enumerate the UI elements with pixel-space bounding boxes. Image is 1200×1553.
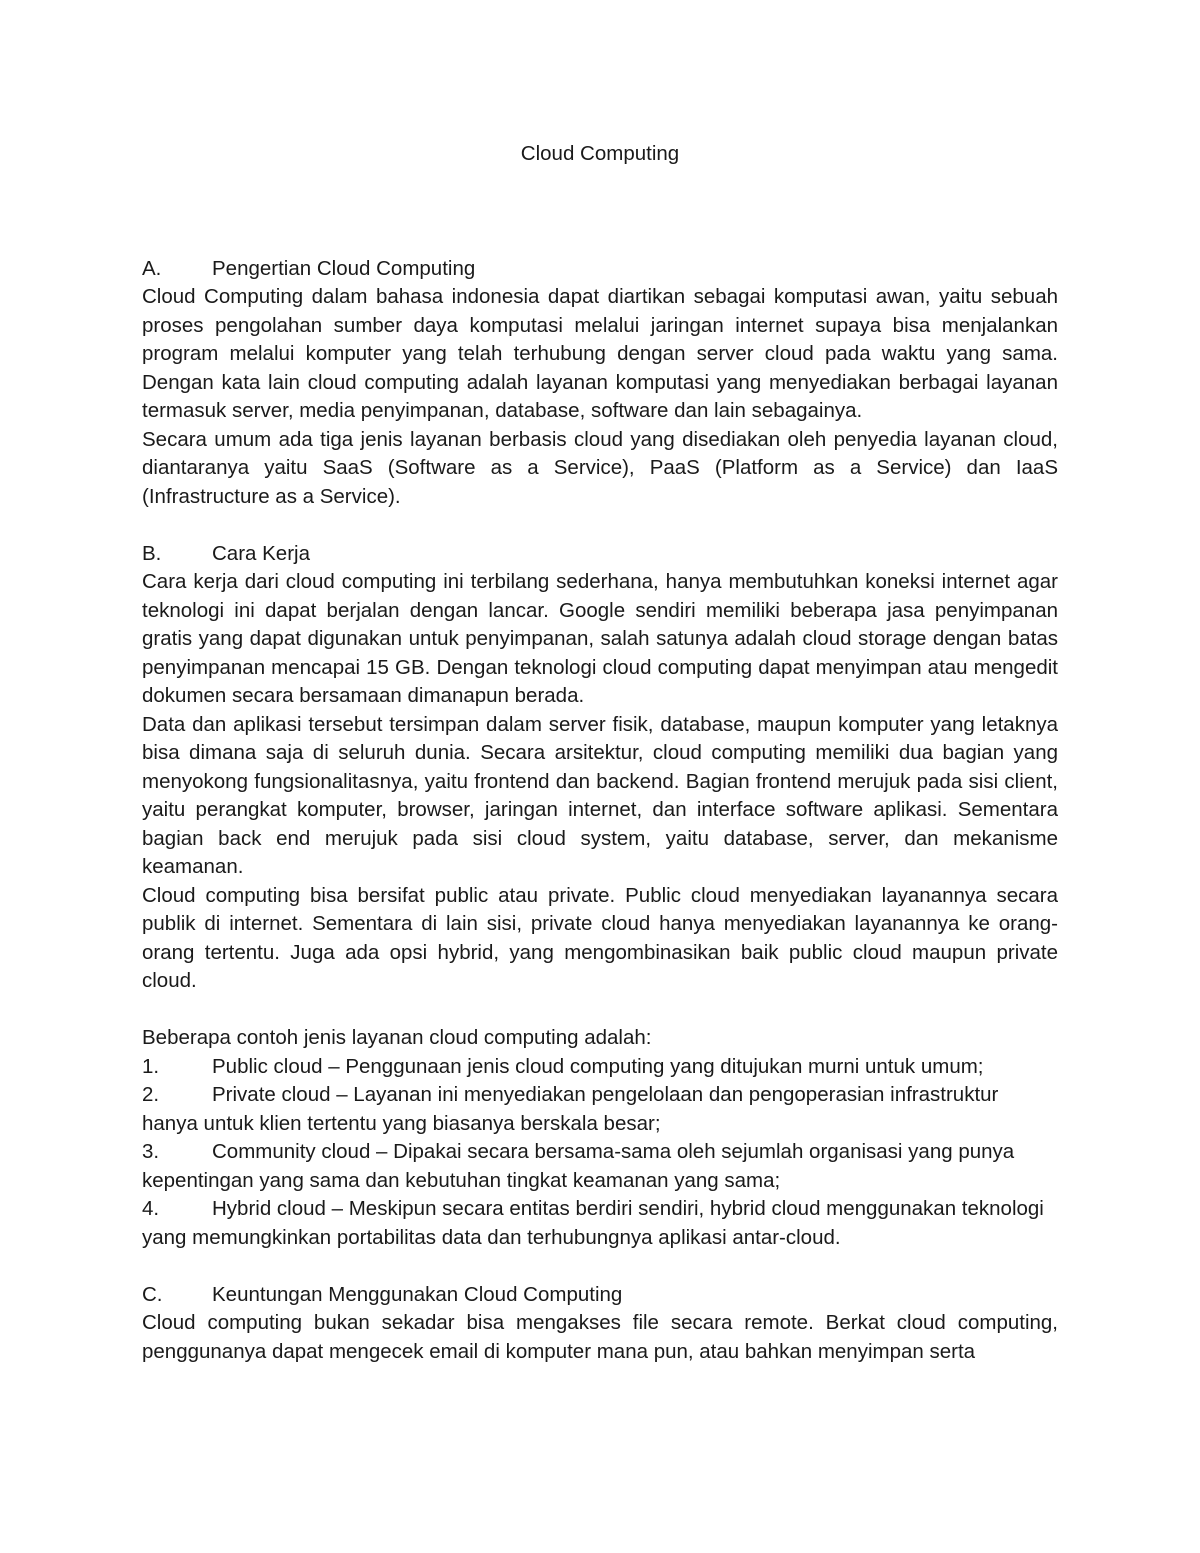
- spacer: [142, 996, 1058, 1025]
- spacer: [142, 1252, 1058, 1281]
- section-a-paragraph-2: Secara umum ada tiga jenis layanan berbasis cloud yang disediakan oleh penyedia layanan cloud, diantaranya yaitu SaaS (Software as a Service), PaaS (Platform as a Service) dan IaaS (Infrastructure as a Service).: [142, 427, 1058, 508]
- section-a-title: Pengertian Cloud Computing: [212, 256, 476, 280]
- list-item: [142, 1053, 1058, 1082]
- list-item-number: 4.: [142, 1197, 160, 1220]
- section-a-heading: [142, 255, 1058, 284]
- section-b-paragraph-2: Data dan aplikasi tersebut tersimpan dalam server fisik, database, maupun komputer yang letaknya bisa dimana saja di seluruh dunia. Secara arsitektur, cloud computing memiliki dua bagian yang menyokong fungsionalitasnya, yaitu frontend dan backend. Bagian frontend merujuk pada sisi client, yaitu perangkat komputer, browser, jaringan internet, dan interface software aplikasi. Sementara bagian back end merujuk pada sisi cloud system, yaitu database, server, dan mekanisme keamanan.: [142, 712, 1058, 878]
- section-b-heading: [142, 540, 1058, 569]
- section-b-title: Cara Kerja: [212, 541, 310, 565]
- list-item-number: 1.: [142, 1054, 160, 1078]
- list-item-text: Public cloud – Penggunaan jenis cloud computing yang ditujukan murni untuk umum;: [212, 1054, 984, 1078]
- list-item: [142, 1195, 1058, 1252]
- section-a-marker: A.: [142, 256, 162, 280]
- section-c-title: Keuntungan Menggunakan Cloud Computing: [212, 1282, 623, 1306]
- document-title: Cloud Computing: [520, 142, 680, 165]
- list-item-number: 2.: [142, 1083, 160, 1106]
- section-c-paragraph-1: Cloud computing bukan sekadar bisa mengakses file secara remote. Berkat cloud computing, penggunanya dapat mengecek email di komputer mana pun, atau bahkan menyimpan serta: [142, 1311, 1058, 1363]
- list-item-number: 3.: [142, 1140, 160, 1163]
- list-intro: Beberapa contoh jenis layanan cloud computing adalah:: [142, 1026, 652, 1049]
- section-a-paragraph-1: Cloud Computing dalam bahasa indonesia dapat diartikan sebagai komputasi awan, yaitu sebuah proses pengolahan sumber daya komputasi melalui jaringan internet supaya bisa menjalankan program melalui komputer yang telah terhubung dengan server cloud pada waktu yang sama. Dengan kata lain cloud computing adalah layanan komputasi yang menyediakan berbagai layanan termasuk server, media penyimpanan, database, software dan lain sebagainya.: [142, 285, 1058, 422]
- list-item-text: Community cloud – Dipakai secara bersama-sama oleh sejumlah organisasi yang punya kepentingan yang sama dan kebutuhan tingkat keamanan yang sama;: [142, 1140, 1015, 1192]
- list-item: [142, 1081, 1058, 1138]
- list-item: [142, 1138, 1058, 1195]
- section-b-paragraph-3: Cloud computing bisa bersifat public atau private. Public cloud menyediakan layanannya secara publik di internet. Sementara di lain sisi, private cloud hanya menyediakan layanannya ke orang-orang tertentu. Juga ada opsi hybrid, yang mengombinasikan baik public cloud maupun private cloud.: [142, 883, 1058, 992]
- list-item-text: Private cloud – Layanan ini menyediakan pengelolaan dan pengoperasian infrastruktur hanya untuk klien tertentu yang biasanya berskala besar;: [142, 1083, 999, 1135]
- section-b-paragraph-1: Cara kerja dari cloud computing ini terbilang sederhana, hanya membutuhkan koneksi internet agar teknologi ini dapat berjalan dengan lancar. Google sendiri memiliki beberapa jasa penyimpanan gratis yang dapat digunakan untuk penyimpanan, salah satunya adalah cloud storage dengan batas penyimpanan mencapai 15 GB. Dengan teknologi cloud computing dapat menyimpan atau mengedit dokumen secara bersamaan dimanapun berada.: [142, 570, 1058, 707]
- document-page: [142, 140, 1058, 1366]
- list-item-text: Hybrid cloud – Meskipun secara entitas berdiri sendiri, hybrid cloud menggunakan teknologi yang memungkinkan portabilitas data dan terhubungnya aplikasi antar-cloud.: [142, 1197, 1044, 1249]
- section-c-heading: [142, 1281, 1058, 1310]
- section-c-marker: C.: [142, 1282, 163, 1306]
- spacer: [142, 511, 1058, 540]
- section-b-marker: B.: [142, 541, 162, 565]
